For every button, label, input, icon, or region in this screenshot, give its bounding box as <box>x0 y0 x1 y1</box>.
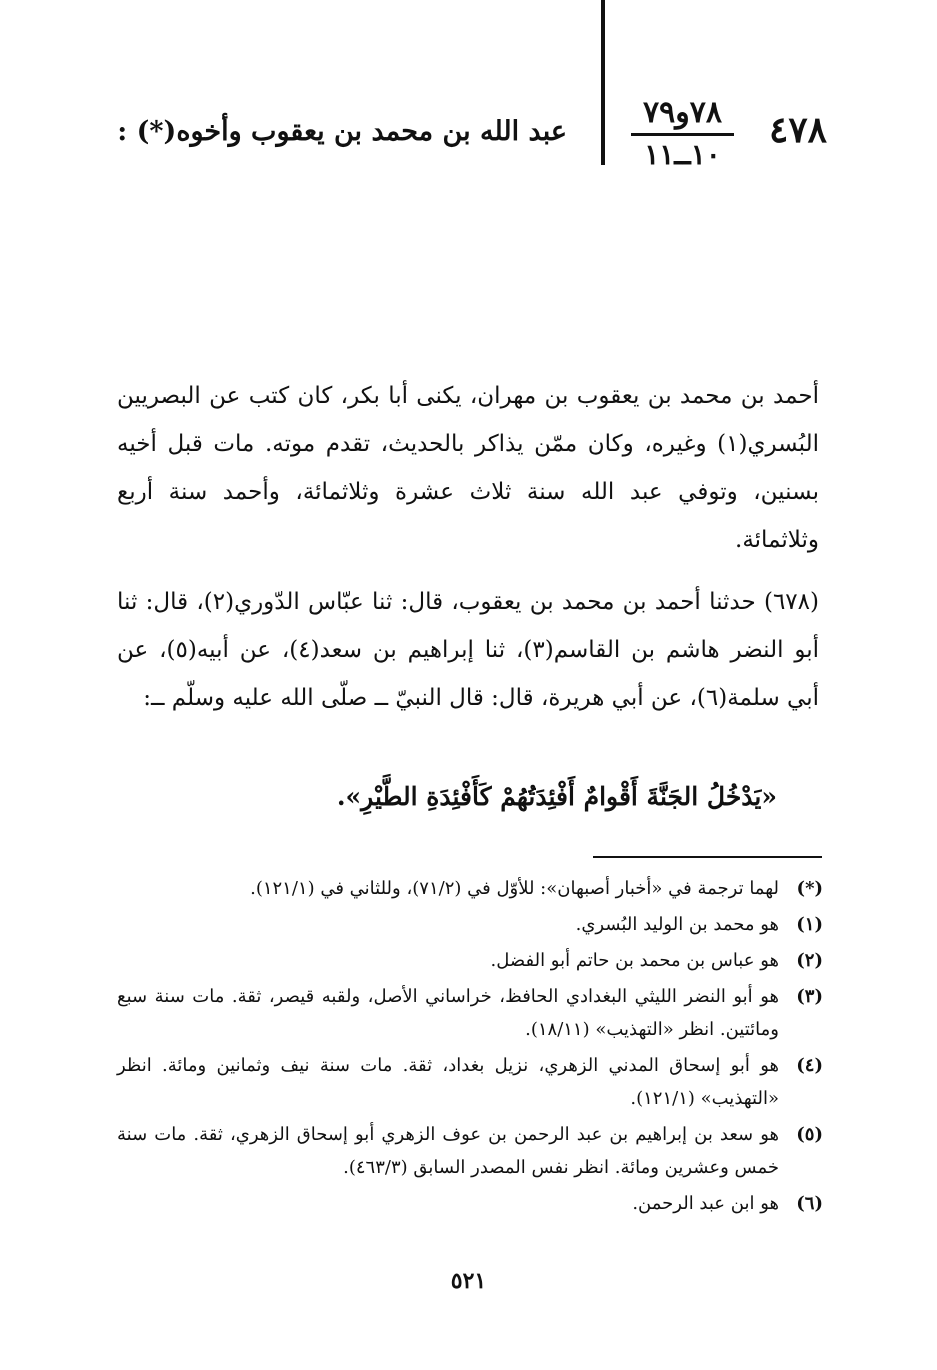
fraction-bar <box>631 133 734 136</box>
footnote-mark: (١) <box>796 914 823 935</box>
page-number: ٥٢١ <box>450 1268 487 1294</box>
footnote <box>117 1049 823 1115</box>
footnote-text: هو محمد بن الوليد البُسري. <box>575 914 779 935</box>
footnote <box>117 980 823 1046</box>
footnote <box>117 872 823 905</box>
footnote <box>117 1118 823 1184</box>
footnote-text: هو أبو النضر الليثي البغدادي الحافظ، خراساني الأصل، ولقبه قيصر، ثقة. مات سنة سبع ومائتين. انظر «التهذيب» (١٨/١١). <box>117 986 779 1040</box>
section-title: عبد الله بن محمد بن يعقوب وأخوه(*) : <box>117 116 567 147</box>
footnote-mark: (٤) <box>796 1055 823 1076</box>
footnote-text: هو عباس بن محمد بن حاتم أبو الفضل. <box>490 950 779 971</box>
footnote <box>117 908 823 941</box>
header-vertical-rule <box>601 0 605 165</box>
biography-paragraph: أحمد بن محمد بن يعقوب بن مهران، يكنى أبا بكر، كان كتب عن البصريين البُسري(١) وغيره، وكان ممّن يذاكر بالحديث، تقدم موته. مات قبل أخيه بسنين، وتوفي عبد الله سنة ثلاث عشرة وثلاثمائة، وأحمد سنة أربع وثلاثمائة. <box>117 383 819 553</box>
footnote-mark: (*) <box>796 878 823 899</box>
folio-range-top: ٧٨و٧٩ <box>643 95 722 130</box>
entry-number: ٤٧٨ <box>768 109 827 151</box>
footnote-text: هو أبو إسحاق المدني الزهري، نزيل بغداد، ثقة. مات سنة نيف وثمانين ومائة. انظر «التهذيب» (١٢١/١). <box>117 1055 779 1109</box>
hadith-text: «يَدْخُلُ الجَنَّةَ أَقْوامٌ أَفْئِدَتُهُمْ كَأَفْئِدَةِ الطَّيْرِ». <box>336 782 777 811</box>
footnote-mark: (٥) <box>796 1124 823 1145</box>
folio-range-bottom: ١٠ــ١١ <box>644 138 721 171</box>
manuscript-folio-fraction <box>625 96 740 171</box>
footnote <box>117 944 823 977</box>
footnote-text: هو سعد بن إبراهيم بن عبد الرحمن بن عوف الزهري أبو إسحاق الزهري، ثقة. مات سنة خمس وعشرين ومائة. انظر نفس المصدر السابق (٤٦٣/٣). <box>117 1124 779 1178</box>
footnote-text: لهما ترجمة في «أخبار أصبهان»: للأوّل في (٧١/٢)، وللثاني في (١٢١/١). <box>250 878 779 899</box>
footnote-mark: (٢) <box>796 950 823 971</box>
footnote-separator <box>593 856 822 858</box>
isnad-paragraph: (٦٧٨) حدثنا أحمد بن محمد بن يعقوب، قال: ثنا عبّاس الدّوري(٢)، قال: ثنا أبو النضر هاشم بن القاسم(٣)، ثنا إبراهيم بن سعد(٤)، عن أبيه(٥)، عن أبي سلمة(٦)، عن أبي هريرة، قال: قال النبيّ ــ صلّى الله عليه وسلّم ــ: <box>117 589 820 711</box>
footnotes <box>117 872 823 1223</box>
footnote-mark: (٦) <box>796 1193 823 1214</box>
footnote <box>117 1187 823 1220</box>
footnote-mark: (٣) <box>796 986 823 1007</box>
footnote-text: هو ابن عبد الرحمن. <box>632 1193 779 1214</box>
